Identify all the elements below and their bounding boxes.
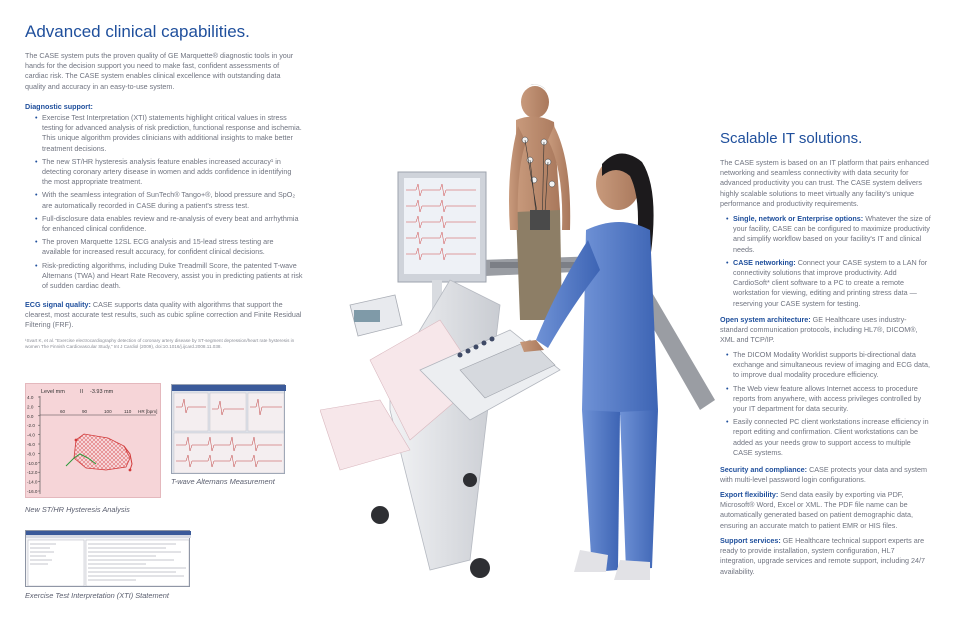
- hyst-ytick: 0.0: [27, 413, 34, 419]
- hyst-xtick: 90: [82, 409, 88, 414]
- export-paragraph: [720, 490, 932, 531]
- left-title: Advanced clinical capabilities.: [25, 22, 250, 41]
- support-paragraph: [720, 536, 932, 577]
- hyst-ytick: -4.0: [27, 432, 35, 438]
- hyst-xtick: 60: [60, 409, 66, 414]
- hyst-ytick: 2.0: [27, 404, 34, 410]
- list-item: • The new ST/HR hysteresis analysis feature enables increased accuracy¹ in detecting coronary artery disease in women and adds confidence in identifying the most appropriate treatment.: [35, 157, 303, 188]
- hysteresis-chart: [25, 383, 161, 498]
- hyst-ytick: -14.0: [27, 479, 38, 485]
- list-item: • Risk-predicting algorithms, including Duke Treadmill Score, the patented T-wave Alternans (TWA) and Heart Rate Recovery, assist you in predicting patients at risk of sudden cardiac death.: [35, 261, 303, 292]
- hyst-ytick: -12.0: [27, 470, 38, 476]
- list-item: • The Web view feature allows Internet access to procedure reports from anywhere, with access privileges controlled by your IT department for data security.: [726, 384, 932, 415]
- list-item-text: Connect your CASE system to a LAN for connectivity solutions that improve productivity. Add CardioSoft* client software to a PC to create a remote workstation for viewing, editing and printing stress data — reserving your CASE system for testing.: [733, 257, 928, 308]
- ecg-quality-lead: ECG signal quality:: [25, 300, 91, 309]
- hyst-label: Level mm: [41, 389, 65, 395]
- xti-caption: Exercise Test Interpretation (XTI) Statement: [25, 591, 169, 600]
- list-item: • The DICOM Modality Worklist supports bi-directional data exchange and simultaneous review of imaging and ECG data, to improve dual modality procedure efficiency.: [726, 350, 932, 381]
- list-item-lead: CASE networking:: [733, 257, 796, 267]
- list-item: • Easily connected PC client workstations increase efficiency in report editing and confirmation. Client workstations can be added as your needs grow to support access to multiple CASE systems.: [726, 417, 932, 458]
- export-text: Send data easily by exporting via PDF, Microsoft® Word, Excel or XML. The PDF file name can be automatically generated based on patient demographic data, ensuring an accurate match to patient EMR or HIS files.: [720, 490, 913, 530]
- hysteresis-caption: New ST/HR Hysteresis Analysis: [25, 505, 130, 514]
- hyst-xtick: 110: [124, 409, 132, 414]
- open-architecture-text: GE Healthcare uses industry-standard communication protocols, including HL7®, DICOM®, XML and TCP/IP.: [720, 315, 918, 345]
- hyst-ytick: 4.0: [27, 395, 34, 400]
- diagnostic-heading: Diagnostic support:: [25, 102, 93, 111]
- twave-caption: T-wave Alternans Measurement: [171, 477, 275, 486]
- xti-screen: [26, 531, 191, 588]
- list-item-text: Whatever the size of your facility, CASE can be configured to maximize productivity and simplify workflow based on your facility's IT and clinical needs.: [733, 214, 931, 254]
- diagnostic-list: [35, 113, 303, 294]
- product-photo-illustration: [320, 80, 725, 595]
- open-architecture-lead: Open system architecture:: [720, 315, 811, 324]
- hyst-ytick: -10.0: [27, 460, 38, 466]
- hyst-ytick: -2.0: [27, 423, 35, 429]
- product-photo: [320, 80, 725, 595]
- right-title: Scalable IT solutions.: [720, 130, 863, 147]
- list-item: • With the seamless integration of SunTech® Tango+®, blood pressure and SpO₂ are automatically recorded in CASE during a patient's stress test.: [35, 190, 303, 210]
- hyst-ytick: -8.0: [27, 451, 35, 457]
- security-lead: Security and compliance:: [720, 465, 808, 474]
- right-intro: The CASE system is based on an IT platform that pairs enhanced networking and seamless connectivity with data security for advanced productivity you can trust. The CASE system delivers highly scalable solutions to meet virtually any facility's unique performance and productivity requirements.: [720, 158, 929, 208]
- hyst-value: -3.93 mm: [90, 389, 114, 395]
- export-lead: Export flexibility:: [720, 490, 779, 499]
- open-architecture-paragraph: [720, 315, 932, 346]
- ecg-quality-paragraph: [25, 300, 303, 331]
- list-item: [726, 258, 932, 309]
- hysteresis-plot: [26, 384, 162, 499]
- list-item: • Full-disclosure data enables review and re-analysis of every beat and arrhythmia for enhanced clinical confidence.: [35, 214, 303, 234]
- hyst-xunit: HR [bpm]: [138, 409, 158, 414]
- twave-figure: [171, 384, 285, 474]
- twave-screen: [172, 385, 286, 475]
- hyst-ytick: -6.0: [27, 442, 35, 447]
- support-lead: Support services:: [720, 536, 781, 545]
- security-paragraph: [720, 465, 932, 485]
- hyst-lead: II: [80, 389, 84, 395]
- list-item: [726, 214, 932, 255]
- open-architecture-list: [726, 350, 932, 461]
- ecg-quality-text: CASE supports data quality with algorithms that support the clearest, most accurate test results, such as cubic spline correction and Finite Residual Filtering (FRF).: [25, 300, 302, 330]
- list-item-lead: Single, network or Enterprise options:: [733, 214, 864, 223]
- hyst-xtick: 100: [104, 409, 112, 414]
- hyst-ytick: -16.0: [27, 489, 38, 494]
- list-item: • The proven Marquette 12SL ECG analysis and 15-lead stress testing are available for increased result accuracy, for confident clinical decisions.: [35, 237, 303, 257]
- xti-figure: [25, 530, 190, 587]
- list-item: • Exercise Test Interpretation (XTI) statements highlight critical values in stress testing for advanced analysis of risk prediction, functional response and ischemia. This unique algorithm provides clinicians with additional insights to make better treatment decisions.: [35, 113, 303, 154]
- it-options-list: [726, 214, 932, 312]
- footnote: ¹Svart K, et al. "Exercise electrocardiography detection of coronary artery disease by ST-segment depression/heart rate hysteresis in women The Finnish Cardiovascular Study," Int J Cardiol (2009), doi:10.1016/j.ijcard.2008.11.038.: [25, 338, 295, 350]
- left-intro: The CASE system puts the proven quality of GE Marquette® diagnostic tools in your hands for the decision support you need to make fast, confident assessments of cardiac risk. The CASE system enables clinical excellence with outstanding data quality and accuracy in an easy-to-use system.: [25, 51, 294, 91]
- security-text: CASE protects your data and system with multi-level password login configurations.: [720, 465, 927, 485]
- support-text: GE Healthcare technical support experts are ready to provide installation, system configuration, HL7 integration, upgrade services and remote support, including 24/7 availability.: [720, 536, 925, 576]
